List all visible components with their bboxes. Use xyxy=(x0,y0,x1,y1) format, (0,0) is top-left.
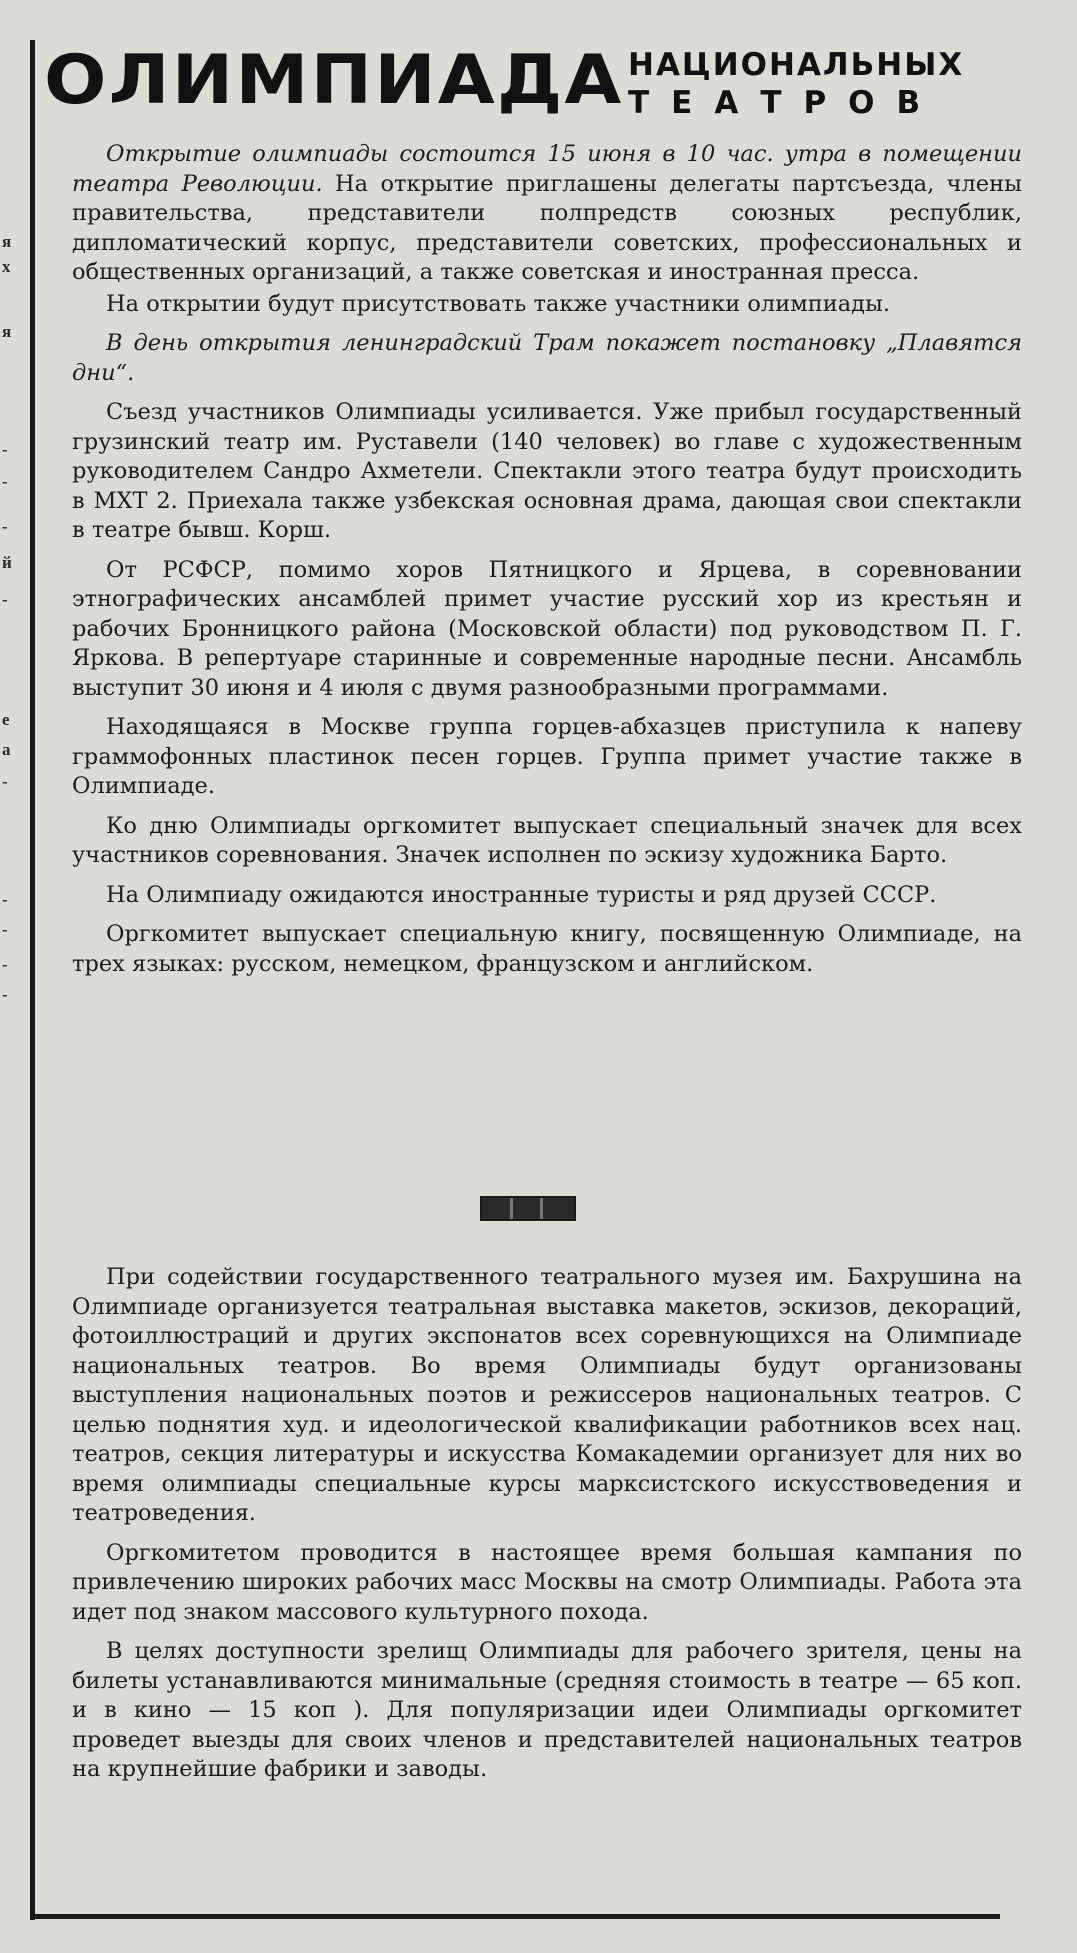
section-separator-ornament xyxy=(480,1196,576,1221)
paragraph: Оргкомитетом проводится в настоящее время большая кампания по привлечению широких рабочих масс Москвы на смотр Олимпиады. Работа эта идет под знаком массового культурного похода. xyxy=(72,1539,1022,1625)
margin-fragment: - xyxy=(2,590,8,609)
article-body-second xyxy=(72,1263,1022,1795)
headline xyxy=(44,36,1024,126)
margin-fragment: я xyxy=(2,232,12,251)
margin-fragment: е xyxy=(2,710,10,729)
margin-fragment: - xyxy=(2,920,8,939)
paragraph: На Олимпиаду ожидаются иностранные туристы и ряд друзей СССР. xyxy=(106,881,937,908)
paragraph: При содействии государственного театрального музея им. Бахрушина на Олимпиаде организуется театральная выставка макетов, эскизов, декораций, фотоиллюстраций и других экспонатов всех соревнующихся на Олимпиаде национальных театров. Во время Олимпиады будут организованы выступления национальных поэтов и режиссеров национальных театров. С целью поднятия худ. и идеологической квалификации работников всех нац. театров, секция литературы и искусства Комакадемии организует для них во время олимпиады специальные курсы марксистского искусствоведения и театроведения. xyxy=(72,1264,1022,1526)
left-margin-fragments xyxy=(0,0,22,1953)
paragraph: Оргкомитет выпускает специальную книгу, посвященную Олимпиаде, на трех языках: русском, немецком, французском и английском. xyxy=(72,921,1022,977)
paragraph: В целях доступности зрелищ Олимпиады для рабочего зрителя, цены на билеты устанавливаются минимальные (средняя стоимость в театре — 65 коп. и в кино — 15 коп ). Для популяризации идеи Олимпиады оргкомитет проведет выезды для своих членов и представителей национальных театров на крупнейшие фабрики и заводы. xyxy=(72,1638,1022,1782)
margin-fragment: - xyxy=(2,890,8,909)
paragraph: Ко дню Олимпиады оргкомитет выпускает специальный значек для всех участников соревнования. Значек исполнен по эскизу художника Барто. xyxy=(72,812,1022,868)
paragraph: На открытии будут присутствовать также участники олимпиады. xyxy=(106,290,891,317)
headline-sub-line1: НАЦИОНАЛЬНЫХ xyxy=(628,47,965,83)
column-rule-bottom xyxy=(30,1914,1000,1919)
margin-fragment: - xyxy=(2,472,8,491)
italic-lead: В день открытия ленинградский Трам покажет постановку „Плавятся дни“. xyxy=(72,330,1022,386)
margin-fragment: й xyxy=(2,553,12,572)
margin-fragment: - xyxy=(2,955,8,974)
margin-fragment: - xyxy=(2,517,8,536)
headline-sub-line2: ТЕАТРОВ xyxy=(628,85,943,121)
margin-fragment: - xyxy=(2,985,8,1004)
margin-fragment: а xyxy=(2,740,11,759)
headline-sub xyxy=(628,46,1068,122)
margin-fragment: я xyxy=(2,322,12,341)
margin-fragment: - xyxy=(2,440,8,459)
headline-main: ОЛИМПИАДА xyxy=(44,41,624,120)
paragraph xyxy=(72,329,1022,388)
italic-lead: Открытие олимпиады состоится 15 июня в 10 час. утра в помещении театра Революции. xyxy=(72,141,1022,197)
paragraph xyxy=(72,140,1022,288)
paragraph: Съезд участников Олимпиады усиливается. Уже прибыл государственный грузинский театр им. Руставели (140 человек) во главе с художественным руководителем Сандро Ахметели. Спектакли этого театра будут происходить в МХТ 2. Приехала также узбекская основная драма, дающая свои спектакли в театре бывш. Корш. xyxy=(72,399,1022,543)
paragraph: Находящаяся в Москве группа горцев-абхазцев приступила к напеву граммофонных пластинок песен горцев. Группа примет участие также в Олимпиаде. xyxy=(72,714,1022,799)
paragraph-text: На открытие приглашены делегаты партсъезда, члены правительства, представители полпредств союзных республик, дипломатический корпус, представители советских, профессиональных и общественных организаций, а также советская и иностранная пресса. xyxy=(72,170,1022,285)
column-rule-vertical xyxy=(30,40,35,1920)
article-body xyxy=(72,140,1022,981)
margin-fragment: х xyxy=(2,257,11,276)
margin-fragment: - xyxy=(2,772,8,791)
paragraph: От РСФСР, помимо хоров Пятницкого и Ярцева, в соревновании этнографических ансамблей примет участие русский хор из крестьян и рабочих Бронницкого района (Московской области) под руководством П. Г. Яркова. В репертуаре старинные и современные народные песни. Ансамбль выступит 30 июня и 4 июля с двумя разнообразными программами. xyxy=(72,556,1022,701)
